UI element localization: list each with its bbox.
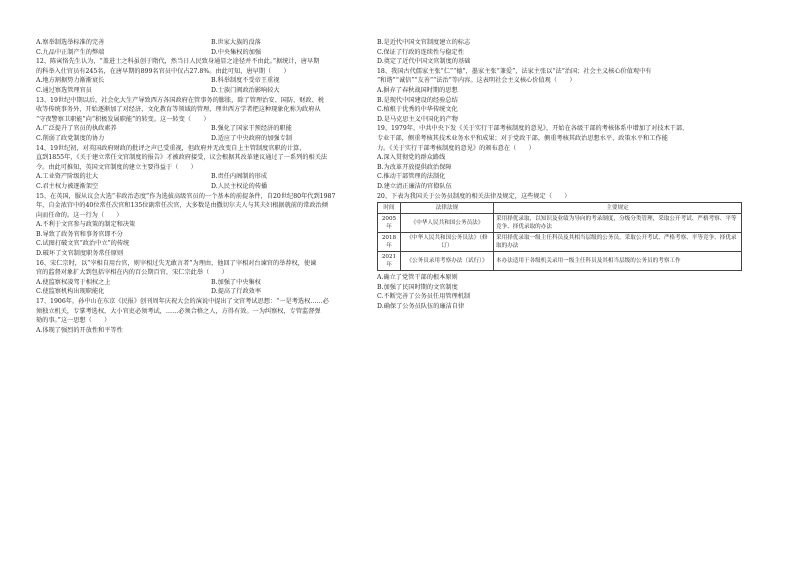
q15-stem-line: 向而任命的。这一行为（ ）	[36, 211, 123, 219]
table-row	[378, 233, 742, 252]
q11-options-row-1	[36, 38, 386, 48]
q14-option-c[interactable]: C.君主权力被逐渐架空	[36, 182, 99, 190]
q15-option-a[interactable]: A.不利于文官参与政策的制定和决策	[36, 221, 136, 229]
q11-option-b[interactable]: B.世家大族的没落	[211, 39, 261, 46]
q18-option-b[interactable]: B.是现代中国建设的经验总结	[377, 96, 458, 104]
q11-option-a[interactable]: A.察举制选举标准的完善	[36, 39, 105, 46]
q15-option-b[interactable]: B.导致了政务官和事务官即不分	[36, 230, 123, 238]
law-name-cell: 《中华人民共和国公务员法》	[401, 214, 494, 233]
table-row	[378, 252, 742, 271]
q19-stem-line: 专业干部，侧重考核其技术业务水平和成果；对于党政干部，侧重考核其政治思想水平、政策水平和工作能	[377, 134, 668, 142]
q12-option-b[interactable]: B.科举制度不受帝王重视	[211, 77, 280, 85]
q12-option-d[interactable]: D.士族门阀政治影响较大	[211, 86, 280, 94]
law-table-header	[378, 203, 742, 214]
q16-option-c[interactable]: C.使监察机构出现职能化	[36, 288, 105, 296]
q15-stem-line: 年，自金浓宫中的40位常任次官和135位副常任次官，大多数是由撒切尔夫人与其夫妇根据就前的常政治倾	[36, 202, 328, 210]
q20-option-b[interactable]: B.加强了民国时期的文官制度	[377, 283, 458, 291]
q13-stem-line: 收等传统事务外，开始逐渐加了对经济、文化教育等领域的管理，理世西方学者把这种现象化称为政府从	[36, 106, 321, 114]
q13-option-d[interactable]: D.适应了中央政府的加强专制	[211, 134, 292, 142]
q15-option-c[interactable]: C.试图打破文官“政治中立”的传统	[36, 240, 130, 248]
law-year-cell: 2021年	[378, 252, 401, 271]
q12-option-c[interactable]: C.通过察选管理官员	[36, 86, 92, 94]
q14-option-b[interactable]: B.责任内阁制的形成	[211, 173, 268, 181]
question-14	[36, 144, 386, 192]
q14-stem-line: 14、19世纪初，对英国政府财政的批评之声已受重视，但政府并无改变自上主管制度官职的计算，	[36, 144, 306, 152]
q19-stem-line: 19、1979年，中共中央下发《关于实行干部考核制度的意见》，开始在各级干部的考核体系中增加了对技术干部、	[377, 125, 689, 133]
q13-option-b[interactable]: B.强化了国家干预经济的职能	[211, 125, 292, 133]
q19-stem-line: 力。《关于实行干部考核制度的意见》的颁布意在（ ）	[377, 144, 535, 152]
q17-option-b[interactable]: B.是近代中国文官制度建立的标志	[377, 39, 471, 46]
law-name-cell: 《中华人民共和国公务员法》（修订）	[401, 233, 494, 252]
law-name-cell: 《公务员录用考察办法（试行）》	[401, 252, 494, 271]
q18-option-a[interactable]: A.摒弃了春秋战国时期的思想	[377, 86, 458, 94]
question-16	[36, 259, 386, 297]
table-row	[378, 214, 742, 233]
q20-option-a[interactable]: A.确立了党管干部的根本原则	[377, 274, 458, 282]
q14-option-d[interactable]: D.人民主权论的传播	[211, 182, 268, 190]
q14-option-a[interactable]: A.工业资产阶级的壮大	[36, 173, 99, 181]
q11-option-c[interactable]: C.九品中正制产生的弊端	[36, 48, 105, 56]
q17-option-d[interactable]: D.奠定了近代中国文官制度的基础	[377, 58, 471, 66]
q13-option-c[interactable]: C.削弱了政党制度的协力	[36, 134, 105, 142]
question-18	[377, 67, 742, 125]
law-year-cell: 2018年	[378, 233, 401, 252]
q14-stem-line: 直到1855年，《关于建立常任文官制度的报告》才被政府接受，议会根据其改革建议通过了一系列的相关法	[36, 154, 328, 162]
q17-option-a[interactable]: A.体现了强烈的开放性和平等性	[36, 326, 123, 334]
law-rule-cell: 本办法适用于各级机关录用一级主任科员及其相当层级的公务员的考察工作	[494, 252, 742, 271]
q15-stem-line: 15、在英国，服从议会大选“非政治态度”作为选拔高级官员的一个基本的前提条件，自20世纪80年代到1987	[36, 192, 336, 200]
q12-stem-line: 的科举入仕官员有245名，在唐早期的899名官员中仅占27.8%。由此可知，唐早期（ ）	[36, 67, 290, 75]
q13-stem-line: 13、19世纪中期以后，社会化大生产导致西方各国政府在管事务的膨胀，除了管理治安、国防、财政、税	[36, 96, 324, 104]
question-15	[36, 192, 386, 259]
q12-stem-line: 12、陈寅恪先生认为，“盖进士之科虽创于隋代，然当日人民致身通显之途径并不由此。”据统计，唐早期	[36, 58, 320, 66]
q20-option-c[interactable]: C.不断完善了公务员任用管理机制	[377, 293, 471, 301]
q11-options-row-2	[36, 48, 386, 58]
q18-option-d[interactable]: D.是马克思主义中国化的产物	[377, 115, 458, 123]
q14-stem-line: 令。由此可推知，英国文官制度的建立主要得益于（ ）	[36, 163, 197, 171]
law-rule-cell: 采用择优录取，以知识及业绩为导向的考录制度，分级分类管理，采取公开考试、严格考察、平等竞争、择优录取的办法	[494, 214, 742, 233]
q13-stem-line: “守夜警察卫职能”向“积极发展职能”的转变。这一转变（ ）	[36, 115, 210, 123]
q20-stem-line: 20、下表为我国关于公务员制度的相关法律及规定，这些规定（ ）	[377, 192, 571, 200]
question-20	[377, 192, 742, 312]
q17-stem-line: 劾的事。”这一思想（ ）	[36, 317, 111, 325]
question-12	[36, 57, 386, 95]
left-column	[36, 38, 386, 335]
q11-option-d[interactable]: D.中央集权的加强	[211, 48, 262, 56]
q18-stem-line: 18、我国古代儒家主张“仁”“德”，墨家主张“兼爱”，法家主张以“法”治国；社会主义核心价值观中有	[377, 67, 652, 75]
law-rule-cell: 采用择优录取一级主任科员及其相当层级的公务员，采取公开考试、严格考察、平等竞争、择优录取的办法	[494, 233, 742, 252]
question-17	[36, 297, 386, 335]
law-year-cell: 2005年	[378, 214, 401, 233]
q16-stem-line: 16、宋仁宗时，以“宰相自用台官，则宰相过失无敢言者”为理由，他回了宰相对台谏官的举荐权，使谏	[36, 259, 317, 267]
law-table-header-cell: 主要规定	[494, 203, 742, 214]
q16-option-b[interactable]: B.加强了中央集权	[211, 278, 261, 286]
q17-option-c[interactable]: C.保证了行政的连续性与稳定性	[377, 48, 464, 56]
law-table	[377, 202, 742, 271]
q15-option-d[interactable]: D.破坏了文官制度职务常任原则	[36, 250, 124, 258]
q16-option-a[interactable]: A.使监察权凌驾于相权之上	[36, 278, 111, 286]
law-table-header-cell: 法律法规	[401, 203, 494, 214]
q19-option-b[interactable]: B.为改革开放提供政治保障	[377, 163, 452, 171]
q12-option-a[interactable]: A.地方割据势力渐渐衰长	[36, 77, 105, 85]
q19-option-c[interactable]: C.推动干部管理的法制化	[377, 173, 446, 181]
q19-option-a[interactable]: A.深入贯彻党的群众路线	[377, 154, 446, 162]
q13-option-a[interactable]: A.广泛提升了官员的执政素养	[36, 125, 117, 133]
q16-option-d[interactable]: D.提高了行政效率	[211, 288, 262, 296]
q18-stem-line: “和谐”“诚信”“友善”“法治”等内容。这表明社会主义核心价值观（ ）	[377, 77, 576, 85]
q17-stem-line: 17、1906年，孙中山在东京《民报》创刊周年庆祝大会的演说中提出了文官考试思想：“一是考选权……必	[36, 298, 329, 306]
q20-option-d[interactable]: D.确保了公务员队伍的廉洁自律	[377, 302, 465, 310]
q16-stem-line: 官的监督对象扩大到包括宰相在内的百公期百官，宋仁宗此举（ ）	[36, 269, 228, 277]
q19-option-d[interactable]: D.建立清正廉洁的官僚队伍	[377, 182, 452, 190]
q18-option-c[interactable]: C.植根于优秀的中华传统文化	[377, 106, 458, 114]
question-19	[377, 124, 742, 191]
right-column	[377, 38, 742, 311]
q17-stem-line: 须独立机关，专掌考选权，大小官吏必须考试，……必须合格之人，方得有效。一为纠察权，专管监督弹	[36, 307, 321, 315]
law-table-header-cell: 时间	[378, 203, 401, 214]
question-13	[36, 96, 386, 144]
